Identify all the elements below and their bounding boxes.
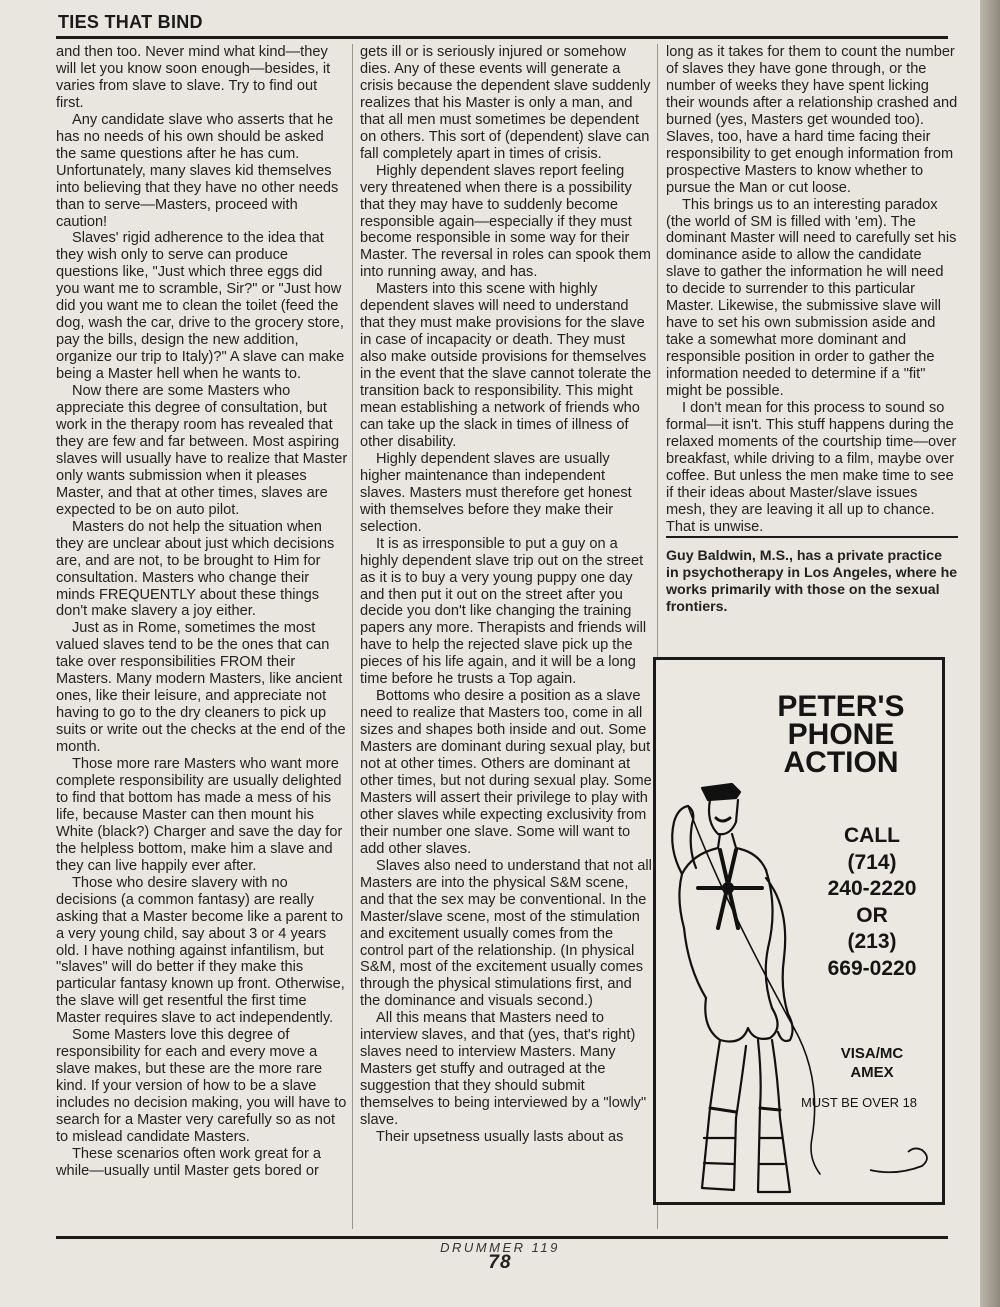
- paragraph: Masters into this scene with highly dependent slaves will need to understand that they must make provisions for the slave in case of incapacity or death. They must also make outside provisions for themselves in the event that the slave cannot tolerate the transition back to responsibility. This might mean establishing a network of friends who can take up the slack in times of illness of other disability.: [360, 281, 652, 450]
- paragraph: This brings us to an interesting paradox (the world of SM is filled with 'em). The dominant Master will need to carefully set his dominance aside to allow the candidate slave to gather the information he will need to decide to surrender to this particular Master. Likewise, the submissive slave will have to set his own submission aside and take a somewhat more dominant and responsible position in order to gather the information needed to determine if a "fit" might be possible.: [666, 196, 957, 400]
- top-rule: [56, 36, 948, 39]
- ad-payment: [812, 1044, 932, 1082]
- paragraph: Slaves also need to understand that not all Masters are into the physical S&M scene, and that the sex may be conventional. In the Master/slave scene, most of the stimulation and excitement usually comes from the control part of the relationship. (In physical S&M, most of the excitement usually comes through the physical stimulations first, and the dominance and visuals second.): [360, 857, 652, 1010]
- paragraph: It is as irresponsible to put a guy on a highly dependent slave trip out on the street as it is to buy a very young puppy one day and then put it out on the street after you decide you don't like changing the training papers any more. Therapists and friends will have to help the rejected slave pick up the pieces of his life again, and it will be a long time before he trusts a Top again.: [360, 535, 647, 688]
- column-divider: [352, 44, 353, 1229]
- paragraph: Those who desire slavery with no decisions (a common fantasy) are really asking that a Master become like a parent to a very young child, say about 3 or 4 years old. I have nothing against infantilism, but "slaves" will do better if they make this particular fantasy known up front. Otherwise, the slave will get resentful the first time Master requires slave to act independently.: [56, 874, 345, 1027]
- ad-phone: 669-0220: [827, 956, 917, 980]
- phone-action-ad: [653, 657, 945, 1205]
- paragraph: Highly dependent slaves report feeling very threatened when there is a possibility that they may have to suddenly become responsible again—especially if they must become responsible in some way for their Master. The reversal in roles can spook them into running away, and has.: [360, 162, 651, 281]
- ad-phone: 240-2220: [827, 877, 917, 900]
- paragraph: Bottoms who desire a position as a slave need to realize that Masters too, come in all sizes and shapes both inside and out. Some Masters are dominant during sexual play, but not at other times. Others are dominant at other times, but not during sexual play. Some Masters will assert their privilege to play with other slaves while expecting exclusivity from their number one slave. Some will want to add other slaves.: [360, 688, 652, 857]
- paragraph: long as it takes for them to count the number of slaves they have gone through, or the number of weeks they have spent licking their wounds after a relationship crashed and burned (yes, Masters get wounded too). Slaves, too, have a hard time facing their responsibility to get enough information from prospective Masters to know whether to pursue the Man or cut loose.: [666, 44, 958, 196]
- paragraph: Highly dependent slaves are usually higher maintenance than independent slaves. Masters must therefore get honest with themselves before they make their selection.: [360, 450, 632, 535]
- paragraph: Some Masters love this degree of responsibility for each and every move a slave makes, but these are the more rare kind. If your version of how to be a slave includes no decision making, you will have to search for a Master very carefully so as not to mislead candidate Masters.: [56, 1027, 347, 1145]
- whip-tail-icon: [866, 1130, 936, 1180]
- paragraph: and then too. Never mind what kind—they will let you know soon enough—besides, it varies from slave to slave. Try to find out first.: [56, 44, 331, 111]
- article-column-2: [360, 44, 652, 1146]
- ad-headline: [766, 690, 916, 779]
- magazine-name: DRUMMER 119: [440, 1240, 560, 1255]
- paragraph: Masters do not help the situation when they are unclear about just which decisions are, and are not, to be brought to Him for consultation. Masters who change their minds FREQUENTLY about these things don't make slavery a joy either.: [56, 518, 335, 620]
- ad-call-label: CALL: [844, 824, 900, 847]
- paragraph: These scenarios often work great for a while—usually until Master gets bored or: [56, 1145, 322, 1179]
- paragraph: gets ill or is seriously injured or somehow dies. Any of these events will generate a crisis because the dependent slave suddenly realizes that his Master is only a man, and that all men must sometimes be dependent on others. This sort of (dependent) slave can fall completely apart in times of crisis.: [360, 44, 651, 162]
- paragraph: Slaves' rigid adherence to the idea that they wish only to serve can produce questions like, "Just which three eggs did you want me to scramble, Sir?" or "Just how did you want me to clean the toilet (feed the dog, wash the car, drive to the grocery store, pay the bills, design the new addition, organize our trip to Italy)?" A slave can make being a Master hell when he wants to.: [56, 230, 345, 383]
- ad-or: OR: [856, 903, 888, 927]
- ad-phone: (213): [847, 930, 897, 953]
- paragraph: Any candidate slave who asserts that he has no needs of his own should be asked the same questions after he has cum. Unfortunately, many slaves kid themselves into believing that they have no other needs than to serve—Masters, proceed with caution!: [56, 111, 339, 230]
- author-bio: Guy Baldwin, M.S., has a private practice in psychotherapy in Los Angeles, where he works primarily with those on the sexual frontiers.: [666, 536, 958, 616]
- ad-contact: [812, 823, 932, 982]
- leatherman-illustration: [662, 778, 822, 1202]
- ad-payment-line: AMEX: [850, 1064, 894, 1081]
- ad-headline-line: ACTION: [783, 746, 899, 779]
- page-spine-shadow: [980, 0, 1000, 1307]
- ad-phone: (714): [847, 850, 897, 874]
- ad-payment-line: VISA/MC: [840, 1045, 904, 1062]
- article-column-3: [666, 44, 958, 616]
- ad-headline-line: PHONE: [787, 718, 895, 751]
- ad-headline-line: PETER'S: [777, 690, 905, 723]
- paragraph: I don't mean for this process to sound so formal—it isn't. This stuff happens during the relaxed moments of the courtship time—over breakfast, while driving to a film, maybe over coffee. But unless the men make time to see if their ideas about Master/slave issues mesh, they are leaving it all up to chance. That is unwise.: [666, 400, 957, 535]
- ad-age-notice: MUST BE OVER 18: [800, 1095, 918, 1110]
- page-number: 78: [488, 1252, 512, 1273]
- paragraph: Now there are some Masters who appreciate this degree of consultation, but work in the therapy room has revealed that they are few and far between. Most aspiring slaves will usually have to realize that Master only wants submission when it pleases Master, and that at other times, slaves are expected to be on auto pilot.: [56, 383, 348, 518]
- paragraph: Just as in Rome, sometimes the most valued slaves tend to be the ones that can take over responsibilities FROM their Masters. Many modern Masters, like ancient ones, like their leisure, and appreciate not having to go to the dry cleaners to pick up suits or write out the checks at the end of the month.: [56, 620, 346, 756]
- article-column-1: [56, 44, 348, 1180]
- paragraph: All this means that Masters need to interview slaves, and that (yes, that's right) slaves need to interview Masters. Many Masters get stuffy and outraged at the suggestion that they should submit themselves to being interviewed by a "lowly" slave.: [360, 1010, 647, 1129]
- bottom-rule: [56, 1236, 948, 1239]
- paragraph: Those more rare Masters who want more complete responsibility are usually delighted to find that bottom has made a mess of his life, because Master can then mount his White (black?) Charger and save the day for the helpless bottom, make him a slave and they can live happily ever after.: [56, 756, 343, 874]
- paragraph: Their upsetness usually lasts about as: [376, 1129, 624, 1145]
- section-title: TIES THAT BIND: [58, 12, 203, 32]
